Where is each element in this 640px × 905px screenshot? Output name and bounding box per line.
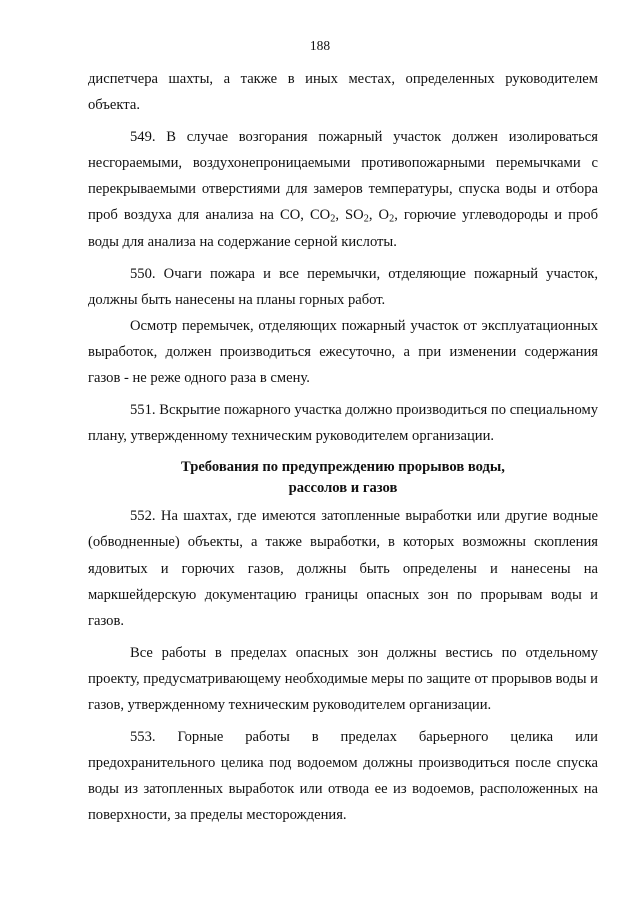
section-heading [88,457,598,499]
paragraph-550: 550. Очаги пожара и все перемычки, отделяющие пожарный участок, должны быть нанесены на планы горных работ. [88,265,598,308]
document-body [88,66,598,828]
paragraph-551: 551. Вскрытие пожарного участка должно производиться по специальному плану, утвержденному техническим руководителем организации. [88,402,598,445]
section-heading-line-2: рассолов и газов [288,480,398,497]
paragraph-continuation: диспетчера шахты, а также в иных местах, определенных руководителем объекта. [88,71,598,114]
formula-o2: , O [368,207,390,224]
paragraph-552-works: Все работы в пределах опасных зон должны вестись по отдельному проекту, предусматривающему необходимые меры по защите от прорывов воды и газов, утвержденному техническим руководителем организации. [88,644,598,713]
formula-so2: , SO [335,207,364,224]
paragraph-549-text-a: 549. В случае возгорания пожарный участок должен изолироваться несгораемыми, воздухонепроницаемыми противопожарными перемычками с перекрываемыми отверстиями для замеров температуры, спуска воды и отбора проб воздуха для анализа на [88,129,598,224]
subscript-2: 2 [330,214,336,226]
subscript-2: 2 [363,214,369,226]
paragraph-553: 553. Горные работы в пределах барьерного целика или предохранительного целика под водоемом должны производиться после спуска воды из затопленных выработок или отвода ее из водоемов, расположенных на поверхности, за пределы месторождения. [88,729,598,824]
formula-co-co2: CO, CO [279,207,331,224]
subscript-2: 2 [389,214,395,226]
section-heading-line-1: Требования по предупреждению прорывов воды, [181,459,505,476]
paragraph-549-text-b: , горючие углеводороды и проб воды для анализа на содержание серной кислоты. [88,207,599,250]
paragraph-549 [88,124,598,254]
page-number: 188 [309,38,331,53]
paragraph-550-inspection: Осмотр перемычек, отделяющих пожарный участок от эксплуатационных выработок, должен производиться ежесуточно, а при изменении содержания газов - не реже одного раза в смену. [88,317,598,387]
paragraph-552: 552. На шахтах, где имеются затопленные выработки или другие водные (обводненные) объекты, а также выработки, в которых возможны скопления ядовитых и горючих газов, должны быть определены и нанесены на маркшейдерскую документацию границы опасных зон по прорывам воды и газов. [88,508,598,629]
